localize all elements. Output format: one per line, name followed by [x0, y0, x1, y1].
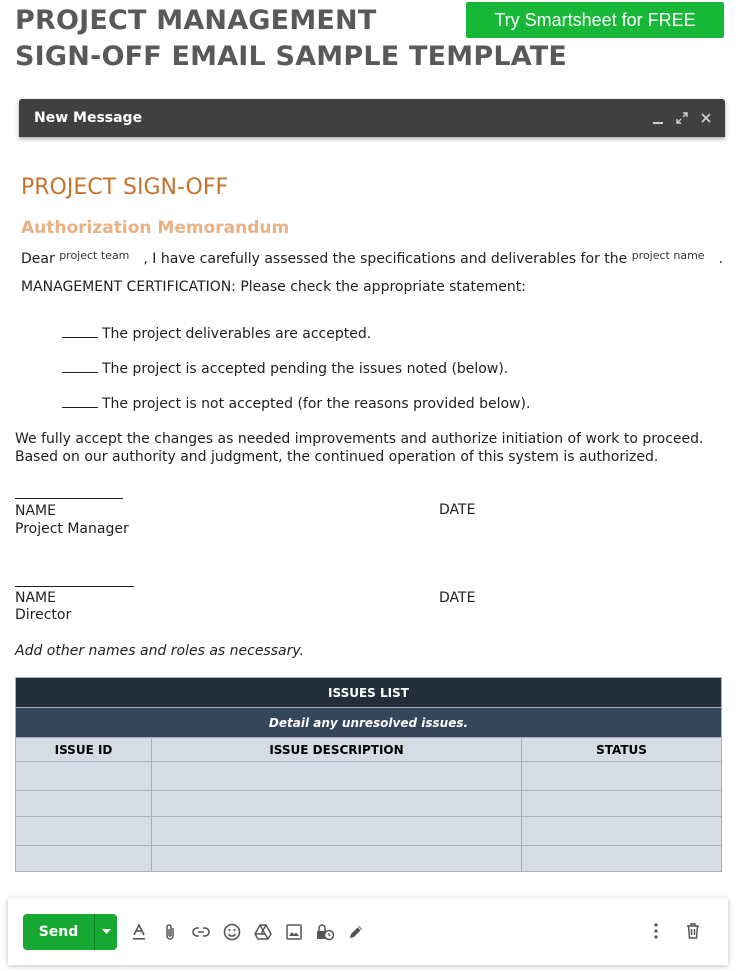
table-cell[interactable]	[152, 791, 522, 817]
column-header-status: STATUS	[522, 738, 722, 762]
intro-middle-text: , I have carefully assessed the specifications and deliverables for the	[143, 251, 628, 267]
option-accepted	[62, 326, 371, 342]
try-smartsheet-button[interactable]: Try Smartsheet for FREE	[466, 2, 724, 38]
compose-header	[19, 99, 725, 137]
project-team-field[interactable]: project team	[59, 249, 130, 262]
link-icon[interactable]	[185, 917, 216, 947]
compose-toolbar	[8, 898, 728, 965]
expand-icon[interactable]	[675, 112, 689, 124]
table-cell[interactable]	[16, 762, 152, 791]
column-header-issue-description: ISSUE DESCRIPTION	[152, 738, 522, 762]
send-options-dropdown[interactable]	[94, 914, 117, 950]
table-row	[16, 791, 722, 817]
table-row	[16, 817, 722, 846]
format-text-icon[interactable]	[123, 917, 154, 947]
column-header-issue-id: ISSUE ID	[16, 738, 152, 762]
attach-icon[interactable]	[154, 917, 185, 947]
table-cell[interactable]	[522, 762, 722, 791]
option-text: The project is not accepted (for the reasons provided below).	[102, 396, 531, 412]
add-names-note: Add other names and roles as necessary.	[15, 643, 305, 659]
issues-table-subtitle: Detail any unresolved issues.	[16, 708, 722, 738]
trash-icon[interactable]	[677, 916, 708, 946]
signature-line	[15, 586, 134, 587]
close-icon[interactable]	[699, 112, 713, 124]
table-cell[interactable]	[522, 817, 722, 846]
intro-end-text: .	[718, 251, 724, 267]
issues-table	[15, 677, 722, 872]
caret-down-icon	[102, 929, 111, 935]
project-name-field[interactable]: project name	[631, 249, 705, 262]
toolbar-tools	[123, 917, 371, 947]
signature-name: NAME	[15, 590, 56, 606]
table-cell[interactable]	[522, 791, 722, 817]
signature-date: DATE	[439, 502, 476, 518]
send-button[interactable]: Send	[23, 914, 94, 950]
certification-text: MANAGEMENT CERTIFICATION: Please check the appropriate statement:	[21, 279, 526, 295]
toolbar-right	[640, 916, 708, 946]
checkbox-blank[interactable]	[62, 396, 98, 408]
accept-line-1: We fully accept the changes as needed improvements and authorize initiation of work to proceed.	[15, 431, 704, 447]
table-row	[16, 846, 722, 872]
drive-icon[interactable]	[247, 917, 278, 947]
table-cell[interactable]	[152, 762, 522, 791]
table-cell[interactable]	[16, 846, 152, 872]
table-cell[interactable]	[152, 817, 522, 846]
signature-date: DATE	[439, 590, 476, 606]
accept-line-2: Based on our authority and judgment, the continued operation of this system is authorized.	[15, 449, 659, 465]
signature-role: Director	[15, 607, 72, 623]
table-cell[interactable]	[152, 846, 522, 872]
table-cell[interactable]	[16, 817, 152, 846]
option-text: The project deliverables are accepted.	[102, 326, 372, 342]
minimize-icon[interactable]	[651, 112, 665, 124]
dear-text: Dear	[21, 251, 55, 267]
signature-line	[15, 498, 123, 499]
emoji-icon[interactable]	[216, 917, 247, 947]
intro-line	[21, 251, 723, 267]
compose-title: New Message	[34, 110, 143, 126]
page-title-line-1: PROJECT MANAGEMENT	[15, 5, 377, 36]
option-not-accepted	[62, 396, 530, 412]
page-title	[15, 3, 567, 75]
table-row	[16, 762, 722, 791]
option-pending	[62, 361, 508, 377]
window-controls	[651, 99, 713, 137]
checkbox-blank[interactable]	[62, 326, 98, 338]
page-title-line-2: SIGN-OFF EMAIL SAMPLE TEMPLATE	[15, 41, 567, 72]
option-text: The project is accepted pending the issues noted (below).	[102, 361, 509, 377]
table-cell[interactable]	[16, 791, 152, 817]
doc-heading: PROJECT SIGN-OFF	[21, 175, 229, 200]
table-cell[interactable]	[522, 846, 722, 872]
photo-icon[interactable]	[278, 917, 309, 947]
more-options-icon[interactable]	[640, 916, 671, 946]
doc-subheading: Authorization Memorandum	[21, 218, 290, 238]
signature-role: Project Manager	[15, 521, 129, 537]
signature-name: NAME	[15, 503, 56, 519]
signature-icon[interactable]	[340, 917, 371, 947]
confidential-icon[interactable]	[309, 917, 340, 947]
checkbox-blank[interactable]	[62, 361, 98, 373]
issues-table-title: ISSUES LIST	[16, 678, 722, 708]
